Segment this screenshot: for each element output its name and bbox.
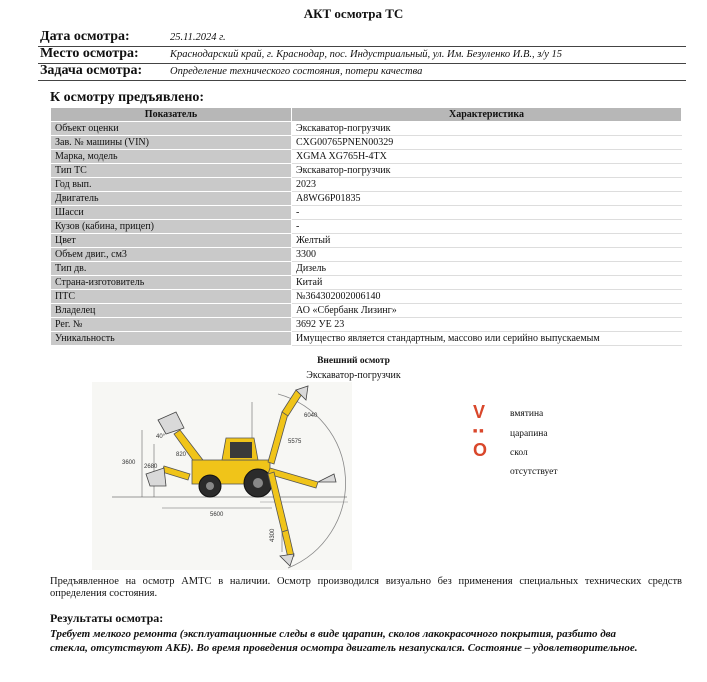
table-row	[51, 220, 682, 234]
table-row	[51, 262, 682, 276]
table-header-row	[51, 108, 682, 122]
results-heading: Результаты осмотра:	[50, 611, 164, 625]
row-param: Марка, модель	[51, 150, 292, 164]
row-value: 3300	[292, 248, 682, 262]
results-text: Требует мелкого ремонта (эксплуатационные следы в виде царапин, сколов лакокрасочного покрытия, разбито два стекла, отсутствуют АКБ). Во время проведения осмотра двигатель незапускался. Состояние – удовлетворительное.	[50, 628, 638, 654]
row-value: АО «Сбербанк Лизинг»	[292, 304, 682, 318]
row-param: Тип ТС	[51, 164, 292, 178]
dim-label-4300: 4300	[270, 528, 276, 542]
row-param: Владелец	[51, 304, 292, 318]
table-row	[51, 206, 682, 220]
row-param: Зав. № машины (VIN)	[51, 136, 292, 150]
table-row	[51, 136, 682, 150]
dim-label-5600: 5600	[210, 512, 224, 518]
presented-heading: К осмотру предъявлено:	[50, 90, 205, 105]
dim-label-5575: 5575	[288, 439, 302, 445]
table-row	[51, 234, 682, 248]
row-param: Рег. №	[51, 318, 292, 332]
legend-label-missing: отсутствует	[510, 467, 558, 477]
document-title: АКТ осмотра ТС	[303, 6, 404, 21]
row-value: Экскаватор-погрузчик	[292, 122, 682, 136]
header-value-date: 25.11.2024 г.	[170, 32, 226, 43]
row-value: Дизель	[292, 262, 682, 276]
row-value: №364302002006140	[292, 290, 682, 304]
row-param: Объем двиг., см3	[51, 248, 292, 262]
legend-label-chip: скол	[510, 448, 528, 458]
header-label-place: Место осмотра:	[40, 46, 139, 61]
scratch-icon: ■■	[473, 427, 486, 435]
table-row	[51, 304, 682, 318]
table-row	[51, 248, 682, 262]
table-row	[51, 178, 682, 192]
row-param: Тип дв.	[51, 262, 292, 276]
row-param: Объект оценки	[51, 122, 292, 136]
table-row	[51, 332, 682, 346]
row-value: Имущество является стандартным, массово или серийно выпускаемым	[292, 332, 682, 346]
chip-icon: O	[473, 440, 488, 460]
row-value: CXG00765PNEN00329	[292, 136, 682, 150]
row-value: -	[292, 220, 682, 234]
header-row-task	[38, 63, 686, 81]
inspection-paragraph: Предъявленное на осмотр АМТС в наличии. Осмотр производился визуально без применения специальных технических средств определения состояния.	[50, 576, 682, 599]
header-value-task: Определение технического состояния, потери качества	[170, 66, 423, 77]
row-value: -	[292, 206, 682, 220]
row-param: ПТС	[51, 290, 292, 304]
row-value: 2023	[292, 178, 682, 192]
dim-label-820: 820	[176, 452, 187, 458]
table-row	[51, 164, 682, 178]
exterior-subtitle: Экскаватор-погрузчик	[306, 370, 401, 381]
row-value: Экскаватор-погрузчик	[292, 164, 682, 178]
table-row	[51, 318, 682, 332]
row-param: Шасси	[51, 206, 292, 220]
legend-label-dent: вмятина	[510, 409, 544, 419]
row-value: Китай	[292, 276, 682, 290]
header-row-date	[38, 29, 686, 47]
header-row-place	[38, 46, 686, 64]
header-value-place: Краснодарский край, г. Краснодар, пос. Индустриальный, ул. Им. Безуленко И.В., з/у 15	[170, 49, 563, 60]
row-param: Год вып.	[51, 178, 292, 192]
dim-label-6040: 6040	[304, 413, 318, 419]
exterior-title: Внешний осмотр	[317, 356, 390, 366]
table-row	[51, 276, 682, 290]
dim-label-40: 40°	[156, 434, 166, 440]
row-param: Уникальность	[51, 332, 292, 346]
backhoe-loader-drawing	[92, 382, 352, 570]
table-row	[51, 192, 682, 206]
dim-label-2680: 2680	[144, 464, 158, 470]
header-label-task: Задача осмотра:	[40, 63, 143, 78]
legend-label-scratch: царапина	[510, 429, 548, 439]
dent-icon: V	[473, 402, 486, 422]
row-param: Цвет	[51, 234, 292, 248]
dim-label-3600: 3600	[122, 460, 136, 466]
table-row	[51, 290, 682, 304]
row-param: Двигатель	[51, 192, 292, 206]
row-value: 3692 УЕ 23	[292, 318, 682, 332]
row-value: XGMA XG765H-4TX	[292, 150, 682, 164]
row-value: A8WG6P01835	[292, 192, 682, 206]
col-header-param: Показатель	[51, 108, 292, 122]
backhoe-loader-diagram	[92, 382, 352, 570]
row-param: Страна-изготовитель	[51, 276, 292, 290]
row-value: Желтый	[292, 234, 682, 248]
table-row	[51, 150, 682, 164]
table-row	[51, 122, 682, 136]
header-label-date: Дата осмотра:	[40, 29, 130, 44]
row-param: Кузов (кабина, прицеп)	[51, 220, 292, 234]
characteristics-table	[50, 107, 682, 346]
col-header-value: Характеристика	[292, 108, 682, 122]
